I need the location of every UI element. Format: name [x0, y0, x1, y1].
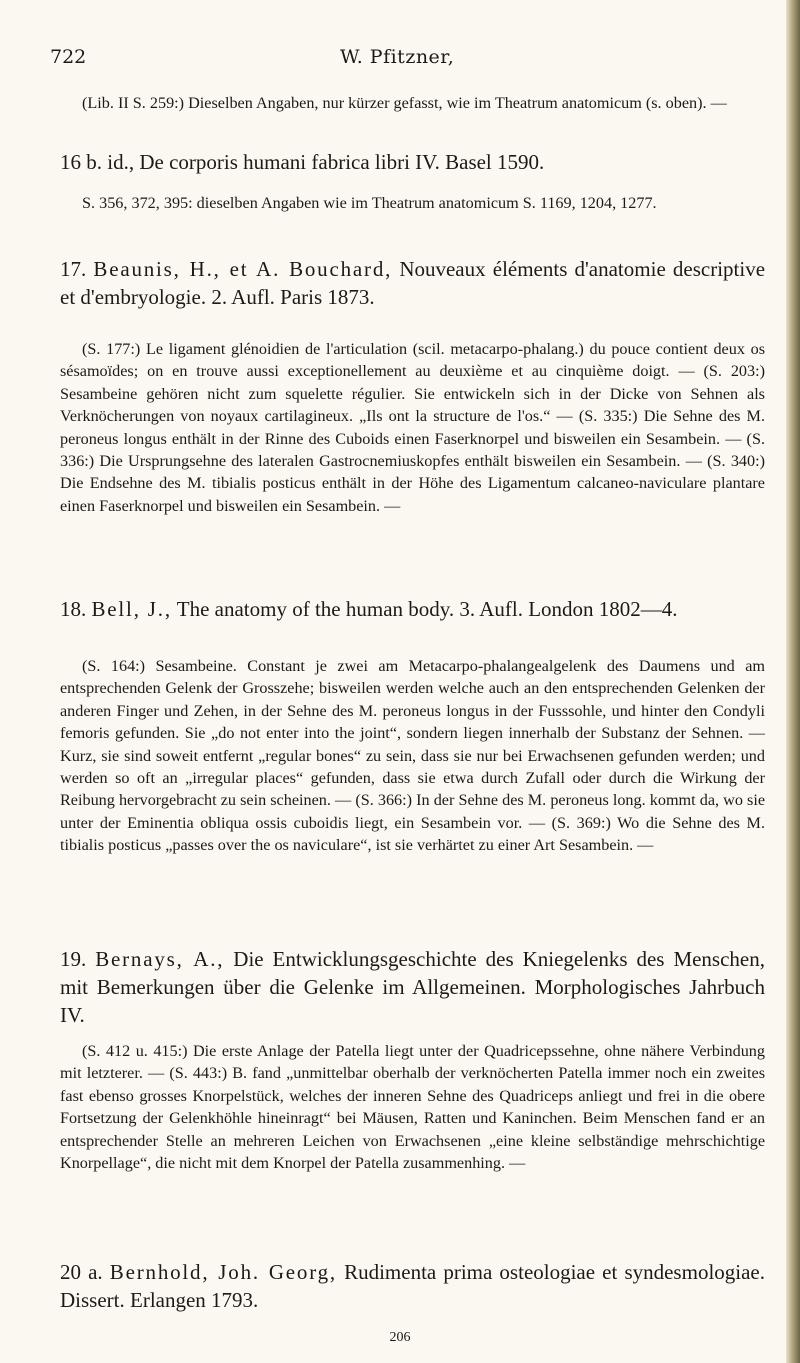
entry-title: Die Entwicklungsgeschichte des Kniegelenks des Menschen, mit Bemerkungen über die Gelenke im Allgemeinen. Morphologisches Jahrbuch IV. — [60, 947, 765, 1027]
entry-author: Beaunis, H., et A. Bouchard, — [93, 257, 393, 281]
entry-author: id., — [107, 150, 135, 174]
bibliography-entry — [60, 148, 765, 176]
bibliography-entry — [60, 1258, 765, 1314]
note-block — [60, 338, 765, 517]
entry-number: 18. — [60, 597, 87, 621]
bibliography-entry — [60, 595, 765, 623]
note-block — [60, 1040, 765, 1174]
note-text: (S. 412 u. 415:) Die erste Anlage der Patella liegt unter der Quadricepssehne, ohne nähere Verbindung mit letzterer. — (S. 443:) B. fand „unmittelbar oberhalb der verknöcherten Patella immer noch ein zweites fast ebenso grosses Knorpelstück, welches der inneren Sehne des Quadriceps anliegt und frei in die obere Fortsetzung der Gelenkhöhle hineinragt“ bei Mäusen, Ratten und Kaninchen. Beim Menschen fand er an entsprechender Stelle an mehreren Leichen von Erwachsenen „eine kleine selbständige mehrschichtige Knorpellage“, die nicht mit dem Knorpel der Patella zusammenhing. — — [60, 1042, 765, 1173]
entry-number: 20 a. — [60, 1260, 103, 1284]
bibliography-entry — [60, 255, 765, 311]
running-title: W. Pfitzner, — [340, 46, 455, 68]
note-text: (Lib. II S. 259:) Dieselben Angaben, nur kürzer gefasst, wie im Theatrum anatomicum (s. oben). — — [82, 94, 727, 112]
entry-title: The anatomy of the human body. 3. Aufl. London 1802—4. — [176, 597, 678, 621]
note-text: S. 356, 372, 395: dieselben Angaben wie im Theatrum anatomicum S. 1169, 1204, 1277. — [82, 194, 657, 212]
note-text: (S. 177:) Le ligament glénoidien de l'articulation (scil. metacarpo-phalang.) du pouce contient deux os sésamoïdes; on en trouve aussi exceptionellement au deuxième et au cinquième doigt. — (S. 203:) Sesambeine gehören nicht zum squelette régulier. Sie entwickeln sich in der Dicke von Sehnen als Verknöcherungen von noyaux cartilagineux. „Ils ont la structure de l'os.“ — (S. 335:) Die Sehne des M. peroneus longus enthält in der Rinne des Cuboids einen Faserknorpel und bisweilen ein Sesambein. — (S. 336:) Die Ursprungsehne des lateralen Gastrocnemiuskopfes enthält bisweilen ein Sesambein. — (S. 340:) Die Endsehne des M. tibialis posticus enthält in der Höhe des Ligamentum calcaneo-naviculare plantare einen Faserknorpel und bisweilen ein Sesambein. — — [60, 340, 765, 515]
entry-number: 19. — [60, 947, 87, 971]
entry-title: Rudimenta prima osteologiae et syndesmologiae. Dissert. Erlangen 1793. — [60, 1260, 765, 1312]
page-header — [50, 46, 750, 76]
page-number: 722 — [50, 46, 87, 68]
note-block — [60, 92, 765, 114]
entry-number: 17. — [60, 257, 87, 281]
entry-author: Bernays, A., — [95, 947, 225, 971]
note-text: (S. 164:) Sesambeine. Constant je zwei am Metacarpo-phalangealgelenk des Daumens und am entsprechenden Gelenk der Grosszehe; bisweilen werden welche auch an den entsprechenden Gelenken der anderen Finger und Zehen, in der Sehne des M. peroneus longus in der Fusssohle, und hinter den Condyli femoris gefunden. Sie „do not enter into the joint“, sondern liegen innerhalb der Substanz der Sehnen. — Kurz, sie sind soweit entfernt „regular bones“ zu sein, dass sie nur bei Erwachsenen gefunden werden; und werden so oft an „irregular places“ gefunden, dass sie etwa durch Zufall oder durch die Wirkung der Reibung hervorgebracht zu sein scheinen. — (S. 366:) In der Sehne des M. peroneus long. kommt da, wo sie unter der Eminentia obliqua ossis cuboidis liegt, ein Sesambein vor. — (S. 369:) Wo die Sehne des M. tibialis posticus „passes over the os naviculare“, ist sie verhärtet zu einer Art Sesambein. — — [60, 657, 765, 855]
entry-title: Nouveaux éléments d'anatomie descriptive et d'embryologie. 2. Aufl. Paris 1873. — [60, 257, 766, 309]
bibliography-entry — [60, 945, 765, 1029]
signature-mark: 206 — [389, 1330, 411, 1345]
note-block — [60, 192, 765, 214]
note-block — [60, 655, 765, 857]
entry-title: De corporis humani fabrica libri IV. Basel 1590. — [139, 150, 545, 174]
entry-number: 16 b. — [60, 150, 102, 174]
entry-author: Bell, J., — [91, 597, 172, 621]
page-edge-shadow — [786, 0, 800, 1363]
entry-author: Bernhold, Joh. Georg, — [109, 1260, 337, 1284]
